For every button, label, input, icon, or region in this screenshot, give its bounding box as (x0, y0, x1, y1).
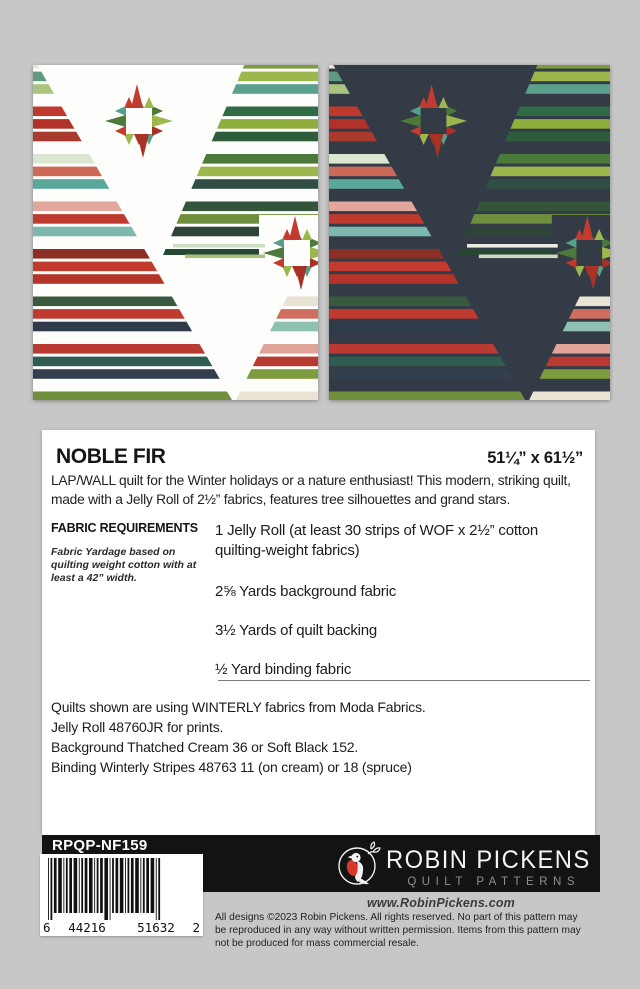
barcode-digit: 2 (192, 920, 200, 935)
page-title: NOBLE FIR (56, 445, 166, 468)
fabrics-used-line: Binding Winterly Stripes 48763 11 (on cream) or 18 (spruce) (51, 759, 412, 775)
fabric-requirement-item: ½ Yard binding fabric (215, 661, 352, 678)
fabrics-used-line: Jelly Roll 48760JR for prints. (51, 719, 224, 735)
barcode (40, 854, 203, 936)
robin-bird-icon (335, 840, 381, 893)
website-url: www.RobinPickens.com (366, 896, 515, 910)
brand-name: ROBIN PICKENS (386, 845, 591, 874)
barcode-digit: 51632 (122, 920, 191, 935)
pattern-sku: RPQP-NF159 (52, 837, 148, 854)
fabrics-used-line: Background Thatched Cream 36 or Soft Black 152. (51, 739, 359, 755)
fabrics-used-line: Quilts shown are using WINTERLY fabrics from Moda Fabrics. (51, 699, 426, 715)
info-panel (42, 430, 595, 835)
brand-text (386, 846, 601, 888)
title-row (56, 445, 583, 469)
quilt-size: 51¼” x 61½” (487, 449, 583, 467)
quilt-photo-black-colorway (329, 65, 610, 400)
divider-line (218, 680, 590, 681)
fabric-yardage-note: Fabric Yardage based on quilting weight cotton with at least a 42” width. (51, 546, 197, 585)
barcode-digits (40, 920, 203, 935)
barcode-digit: 6 (43, 920, 51, 935)
brand-subtitle: QUILT PATTERNS (407, 875, 580, 888)
copyright-text: All designs ©2023 Robin Pickens. All rights reserved. No part of this pattern may be reproduced in any way without written permission. Items from this pattern may not be produced for mass commercial resale. (215, 912, 581, 949)
quilt-description: LAP/WALL quilt for the Winter holidays or a nature enthusiast! This modern, striking quilt, made with a Jelly Roll of 2½” fabrics, features tree silhouettes and grand stars. (51, 473, 571, 507)
brand-lockup (335, 840, 601, 893)
fabric-requirement-item: 2⅝ Yards background fabric (215, 583, 397, 600)
fabric-requirement-item: 3½ Yards of quilt backing (215, 622, 378, 639)
quilt-photo-cream-colorway (33, 65, 318, 400)
barcode-digit: 44216 (53, 920, 122, 935)
fabric-requirements-heading: FABRIC REQUIREMENTS (51, 521, 198, 535)
fabric-requirement-item: 1 Jelly Roll (at least 30 strips of WOF x 2½” cotton quilting-weight fabrics) (215, 522, 539, 559)
fabrics-used-note (51, 697, 583, 777)
